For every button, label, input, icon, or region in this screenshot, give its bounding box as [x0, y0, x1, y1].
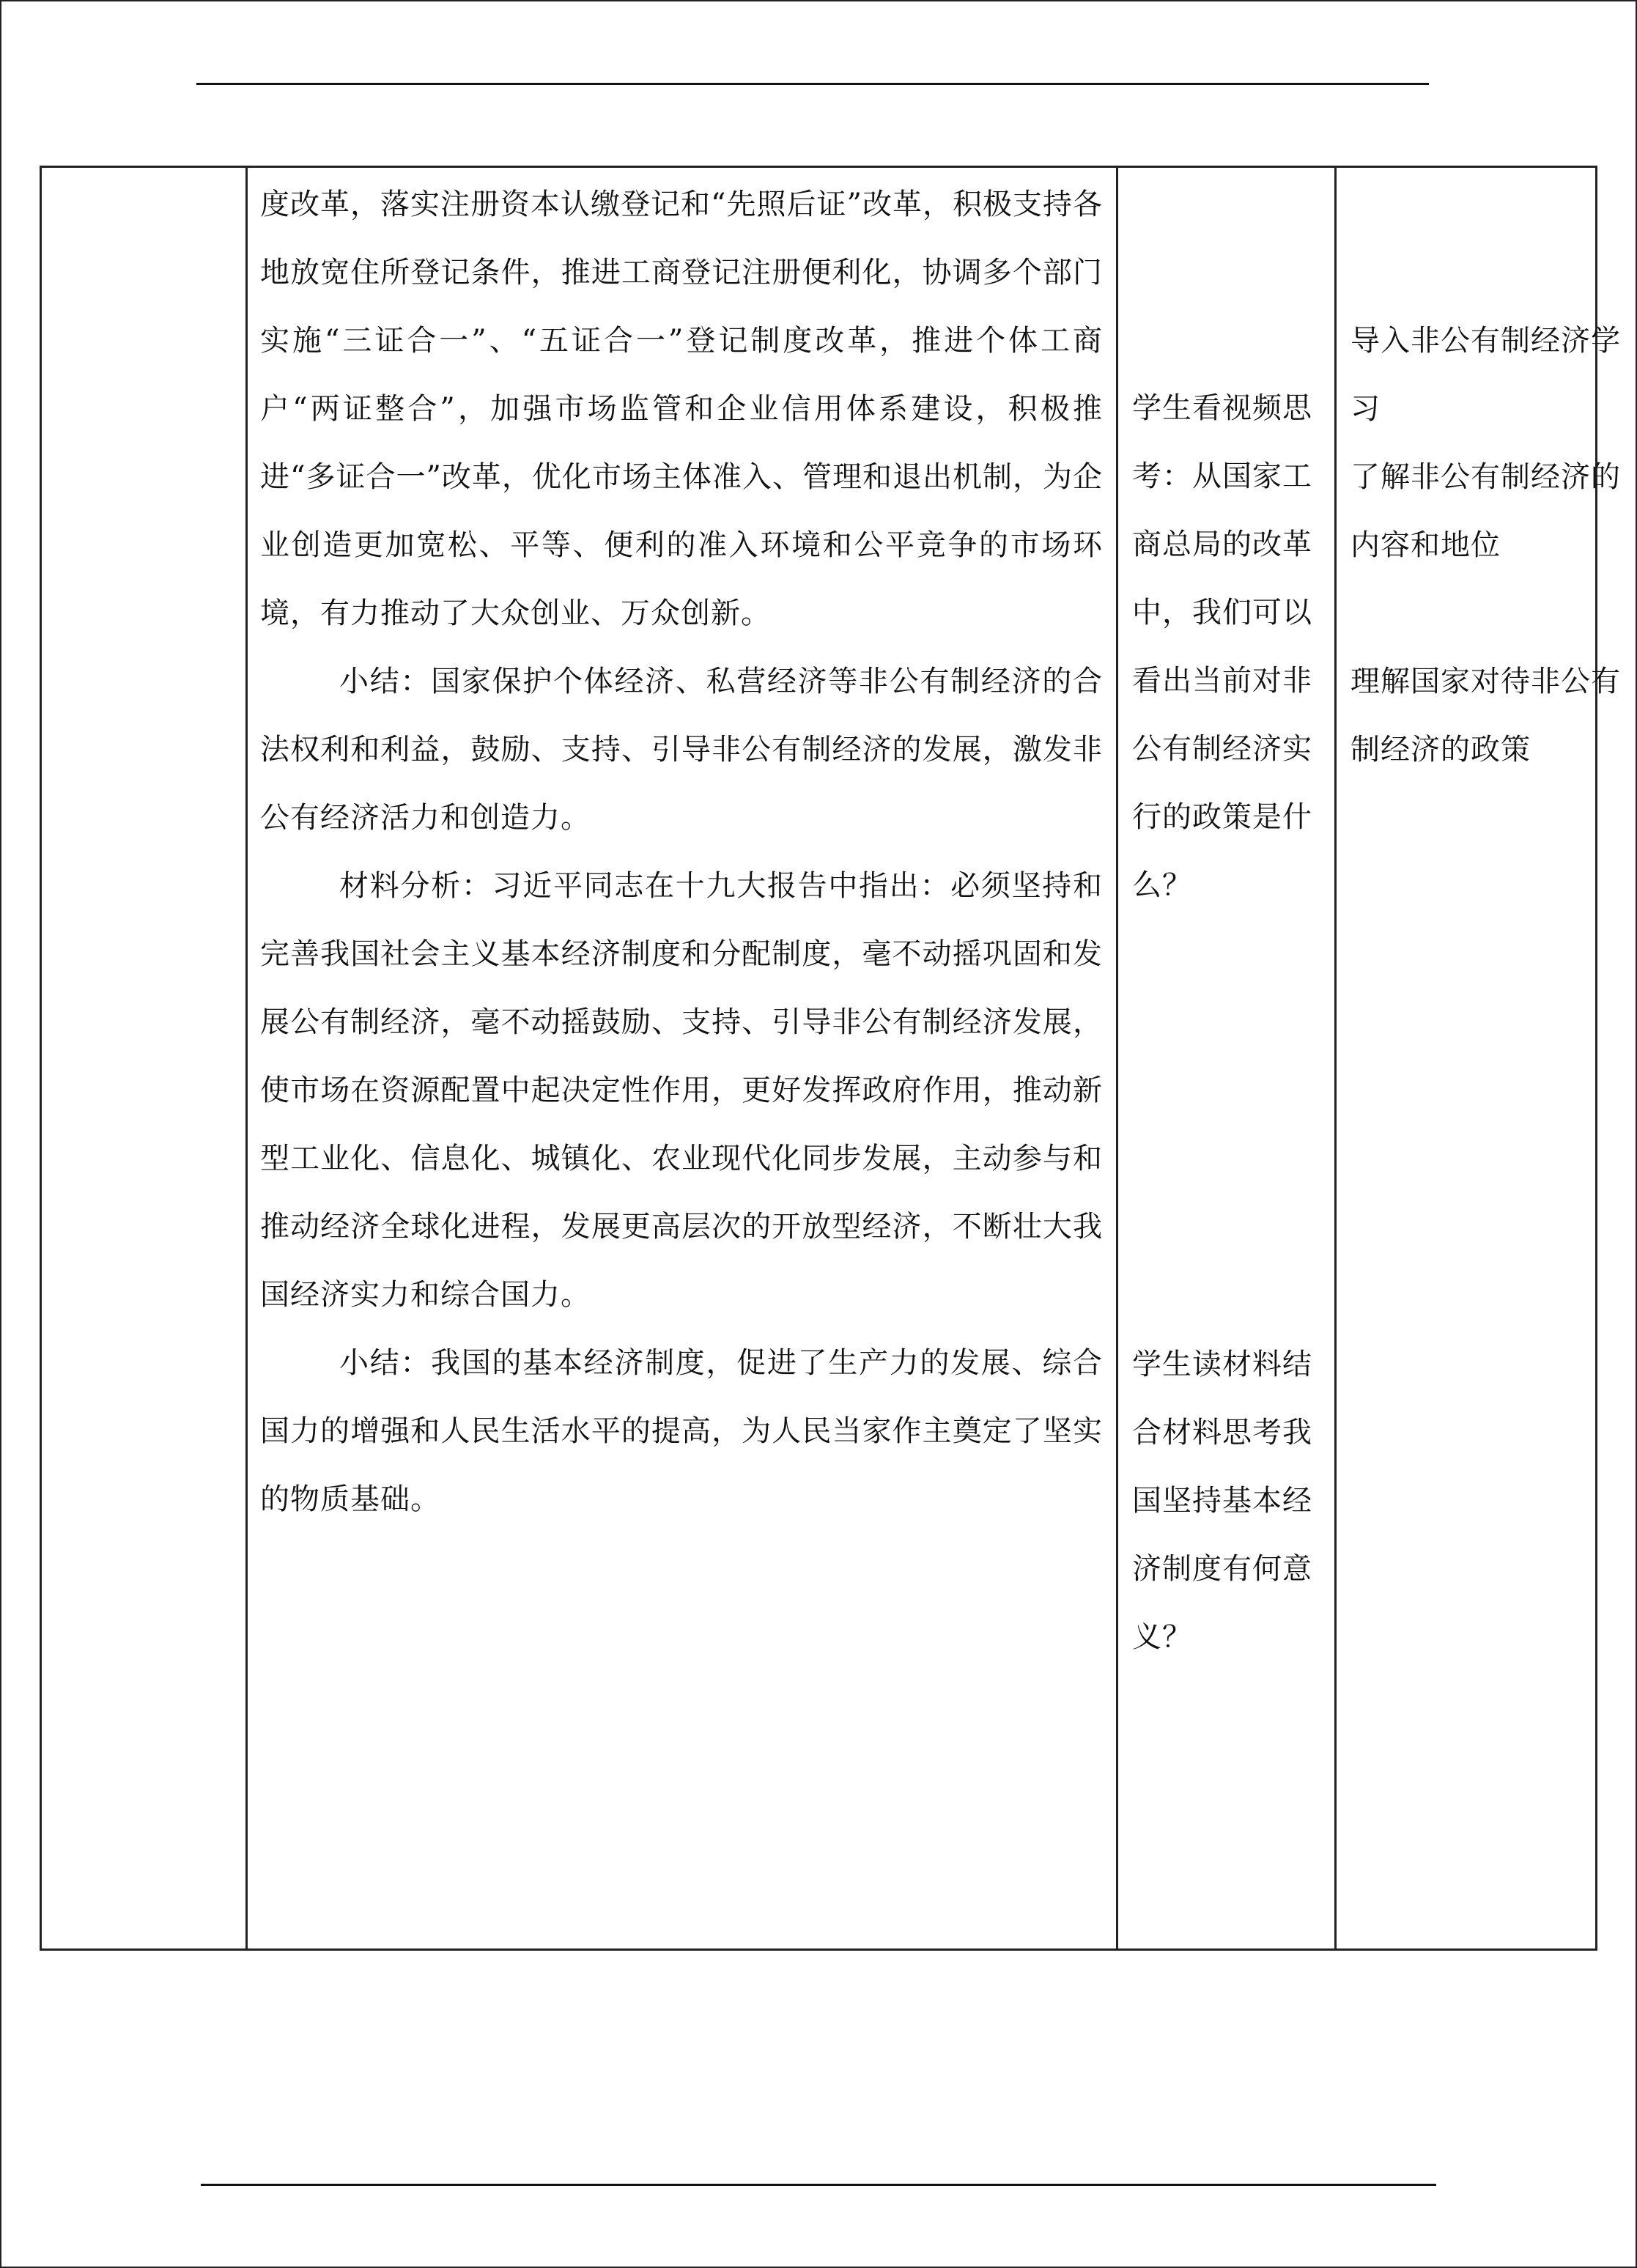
- footer-rule: [201, 2184, 1436, 2186]
- student-activity-text: 学生读材料结合材料思考我国坚持基本经济制度有何意义？: [1132, 1348, 1312, 1654]
- summary-paragraph: 小结：我国的基本经济制度，促进了生产力的发展、综合国力的增强和人民生活水平的提高，为人民当家作主奠定了坚实的物质基础。: [260, 1346, 1103, 1516]
- design-intent-item: 理解国家对待非公有制经济的政策: [1350, 665, 1621, 767]
- content-paragraph: 度改革，落实注册资本认缴登记和“先照后证”改革，积极支持各地放宽住所登记条件，推进工商登记注册便利化，协调多个部门实施“三证合一”、“五证合一”登记制度改革，推进个体工商户“两证整合”，加强市场监管和企业信用体系建设，积极推进“多证合一”改革，优化市场主体准入、管理和退出机制，为企业创造更加宽松、平等、便利的准入环境和公平竞争的市场环境，有力推动了大众创业、万众创新。: [260, 188, 1103, 630]
- summary-paragraph: 小结：国家保护个体经济、私营经济等非公有制经济的合法权利和利益，鼓励、支持、引导非公有制经济的发展，激发非公有经济活力和创造力。: [260, 665, 1103, 835]
- student-activity-text: 学生看视频思考：从国家工商总局的改革中，我们可以看出当前对非公有制经济实行的政策是什么？: [1132, 391, 1312, 902]
- column-divider: [1334, 168, 1337, 1949]
- column-divider: [1116, 168, 1118, 1949]
- design-intent-cell: [1350, 307, 1629, 784]
- design-intent-item: 导入非公有制经济学习: [1350, 324, 1621, 426]
- lesson-table: [40, 166, 1621, 1951]
- column-divider: [245, 168, 248, 1949]
- design-intent-item: 了解非公有制经济的内容和地位: [1350, 460, 1621, 562]
- teaching-content-cell: [260, 171, 1103, 1534]
- material-analysis-paragraph: 材料分析：习近平同志在十九大报告中指出：必须坚持和完善我国社会主义基本经济制度和分配制度，毫不动摇巩固和发展公有制经济，毫不动摇鼓励、支持、引导非公有制经济发展，使市场在资源配置中起决定性作用，更好发挥政府作用，推动新型工业化、信息化、城镇化、农业现代化同步发展，主动参与和推动经济全球化进程，发展更高层次的开放型经济，不断壮大我国经济实力和综合国力。: [260, 869, 1103, 1312]
- header-rule: [196, 83, 1429, 85]
